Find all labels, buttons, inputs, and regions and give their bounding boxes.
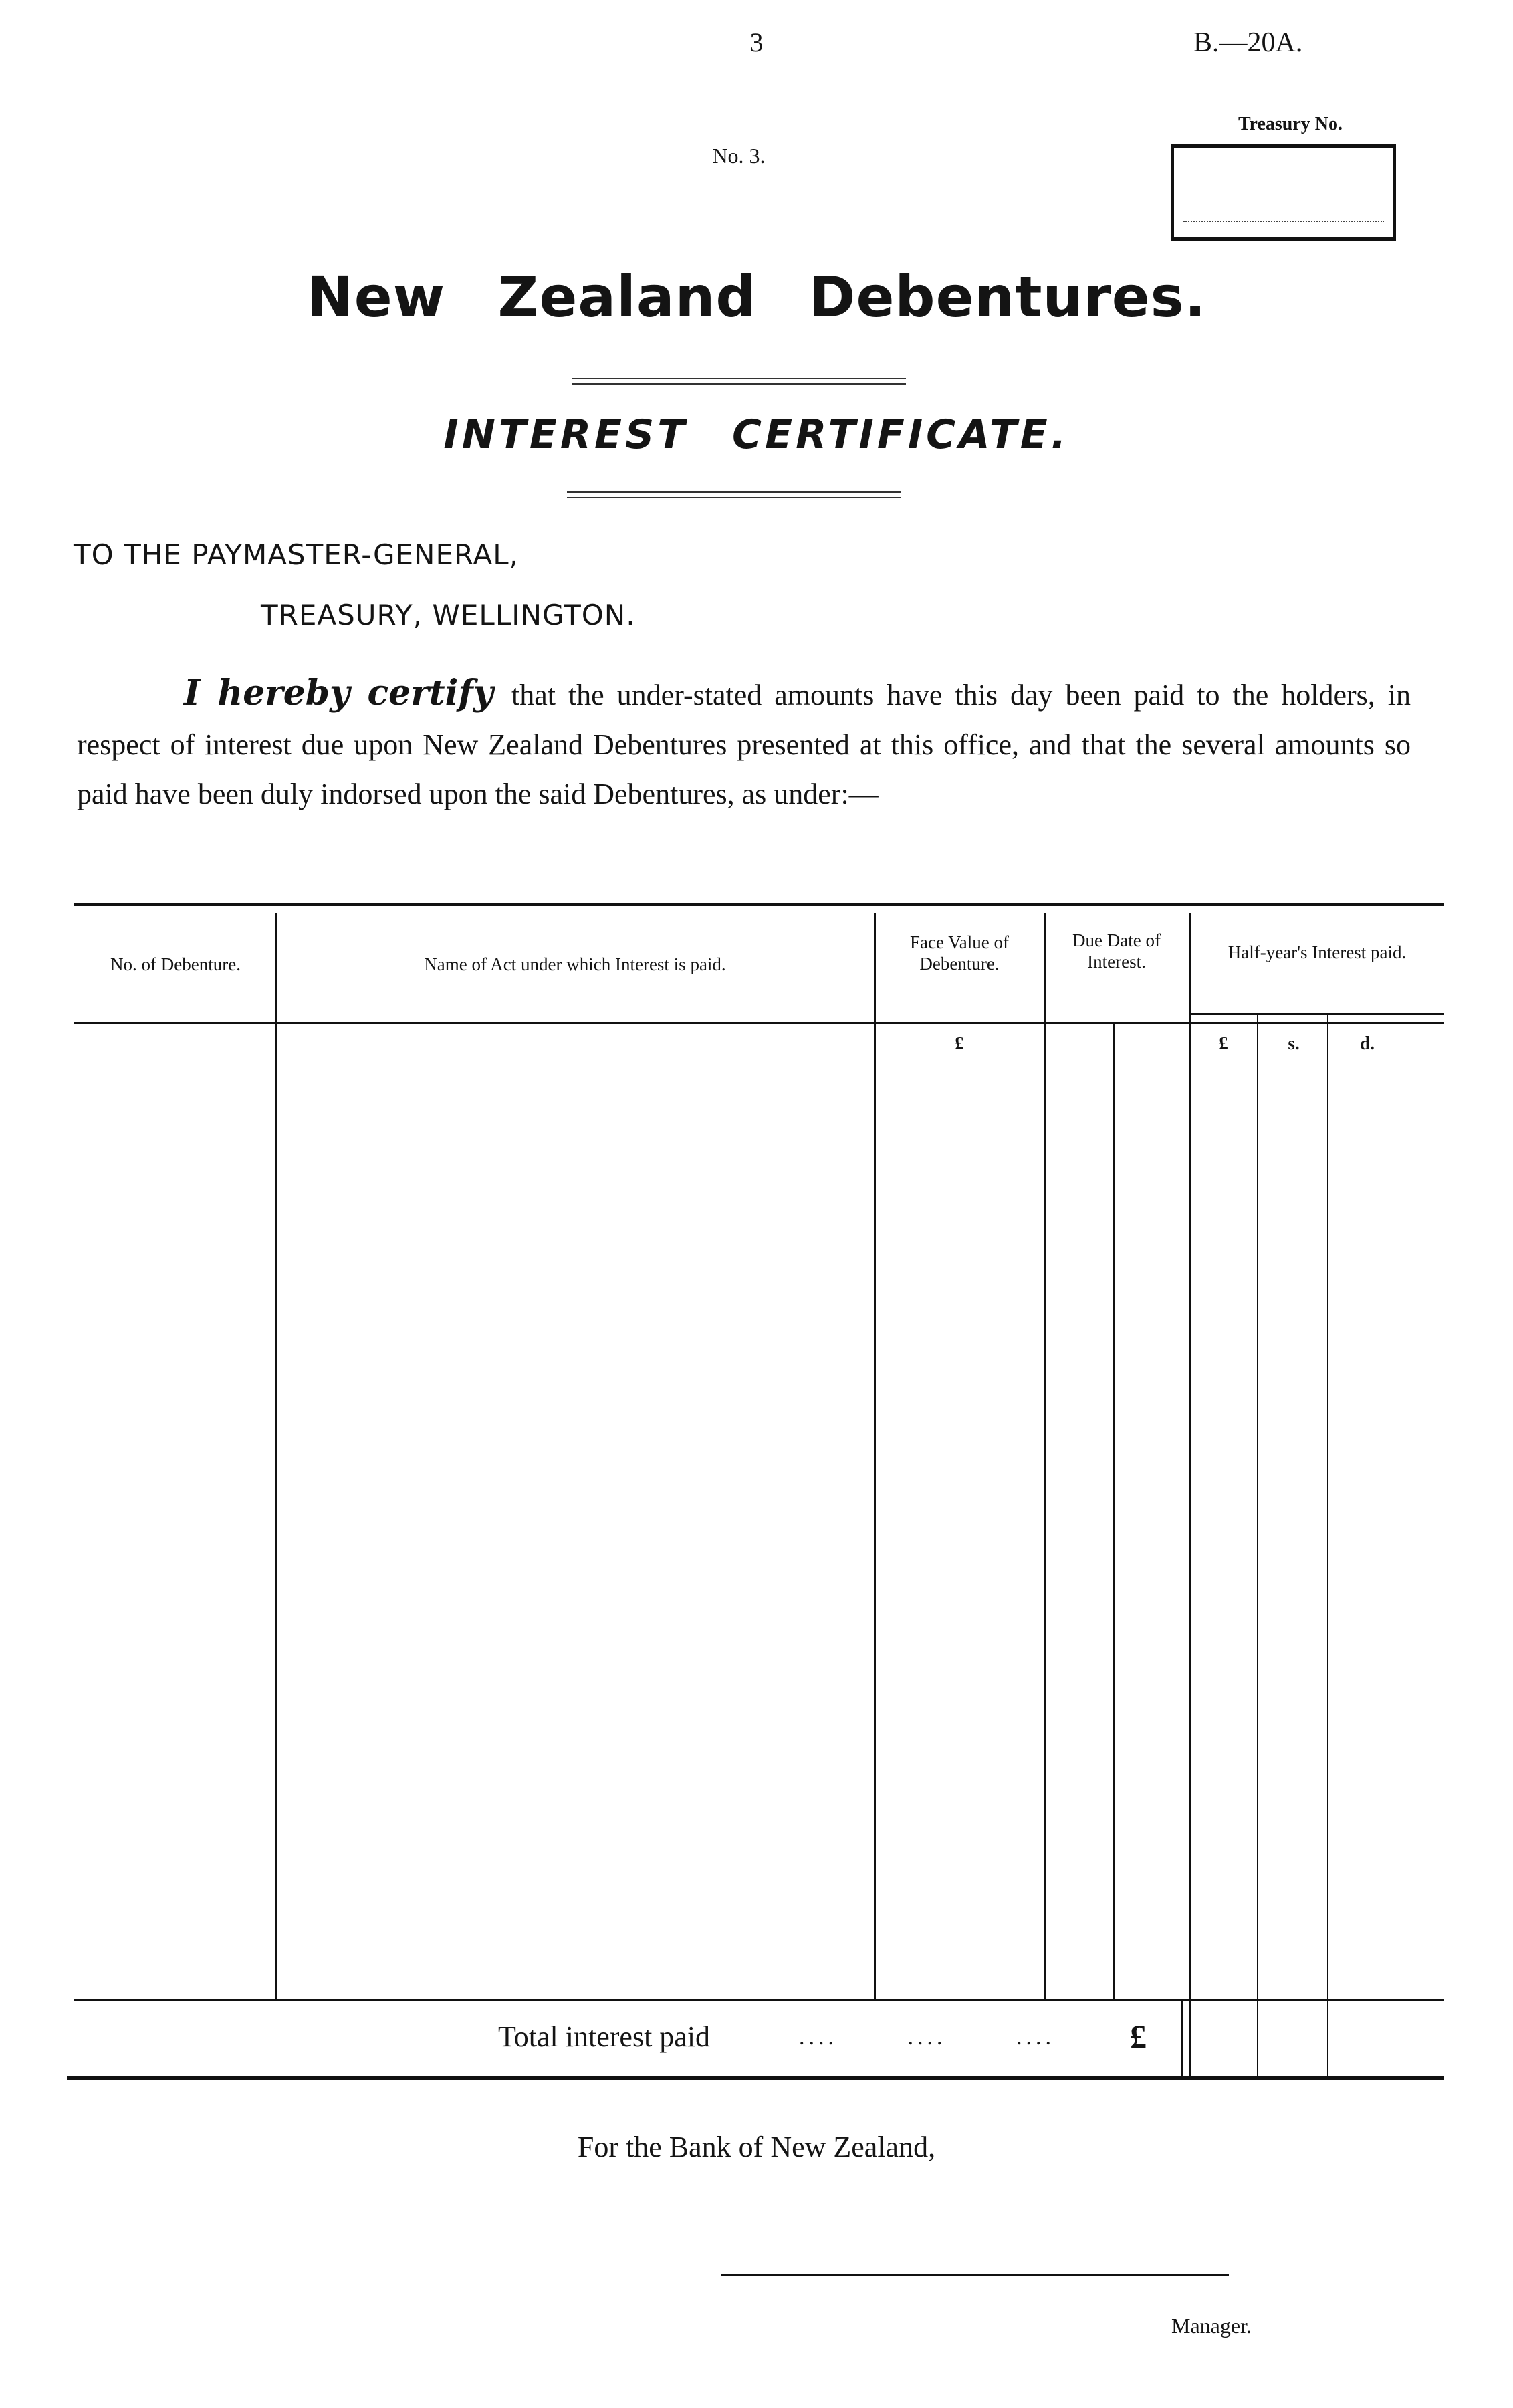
table-top-rule	[74, 903, 1444, 906]
header-due-date: Due Date of Interest.	[1072, 930, 1161, 972]
total-currency-symbol: £	[1130, 2017, 1147, 2055]
header-debenture-no: No. of Debenture.	[110, 954, 241, 974]
face-value-pound-unit: £	[955, 1033, 964, 1053]
form-number: No. 3.	[712, 144, 766, 168]
treasury-number-dotted-line	[1183, 221, 1384, 222]
page-number: 3	[749, 27, 764, 58]
column-divider-1	[275, 913, 277, 1999]
pence-unit: d.	[1360, 1033, 1375, 1053]
certification-lead: I hereby certify	[184, 673, 493, 714]
certificate-subtitle: INTEREST CERTIFICATE.	[443, 411, 1070, 458]
shillings-unit: s.	[1288, 1033, 1300, 1053]
table-header-rule	[74, 1022, 1444, 1024]
column-divider-4	[1189, 913, 1191, 2076]
due-date-split-divider	[1113, 1022, 1115, 1999]
document-title: New Zealand Debentures.	[306, 264, 1207, 330]
addressee-line-1: TO THE PAYMASTER-GENERAL,	[74, 538, 519, 571]
signature-line	[721, 2274, 1229, 2276]
bank-attribution: For the Bank of New Zealand,	[577, 2130, 936, 2163]
signatory-title: Manager.	[1171, 2314, 1252, 2338]
subtitle-double-rule	[567, 491, 901, 498]
title-double-rule	[572, 378, 906, 385]
header-face-value: Face Value of Debenture.	[910, 932, 1009, 974]
table-body-bottom-rule	[74, 1999, 1444, 2001]
addressee-line-2: TREASURY, WELLINGTON.	[261, 598, 636, 631]
pounds-unit: £	[1219, 1033, 1228, 1053]
treasury-number-label: Treasury No.	[1238, 114, 1343, 134]
total-pounds-left-rule	[1181, 1999, 1183, 2076]
header-act-name: Name of Act under which Interest is paid.	[424, 954, 726, 974]
shillings-pence-divider	[1327, 1015, 1328, 2076]
column-divider-2	[874, 913, 876, 1999]
table-bottom-rule	[67, 2076, 1444, 2080]
certification-paragraph	[77, 669, 1411, 819]
column-divider-3	[1044, 913, 1046, 1999]
interest-subheader-rule	[1190, 1013, 1444, 1015]
certification-text: that the under-stated amounts have this day been paid to the holders, in respect of interest due upon New Zealand Debentures presented at this office, and that the several amounts so paid have been duly indorsed upon the said Debentures, as under:—	[77, 679, 1411, 810]
header-interest-paid: Half-year's Interest paid.	[1228, 942, 1407, 962]
total-interest-label: Total interest paid	[498, 2020, 711, 2053]
total-dot-leaders: .... .... ....	[799, 2025, 1055, 2050]
pounds-shillings-divider	[1257, 1015, 1258, 2076]
document-reference: B.—20A.	[1193, 27, 1303, 58]
